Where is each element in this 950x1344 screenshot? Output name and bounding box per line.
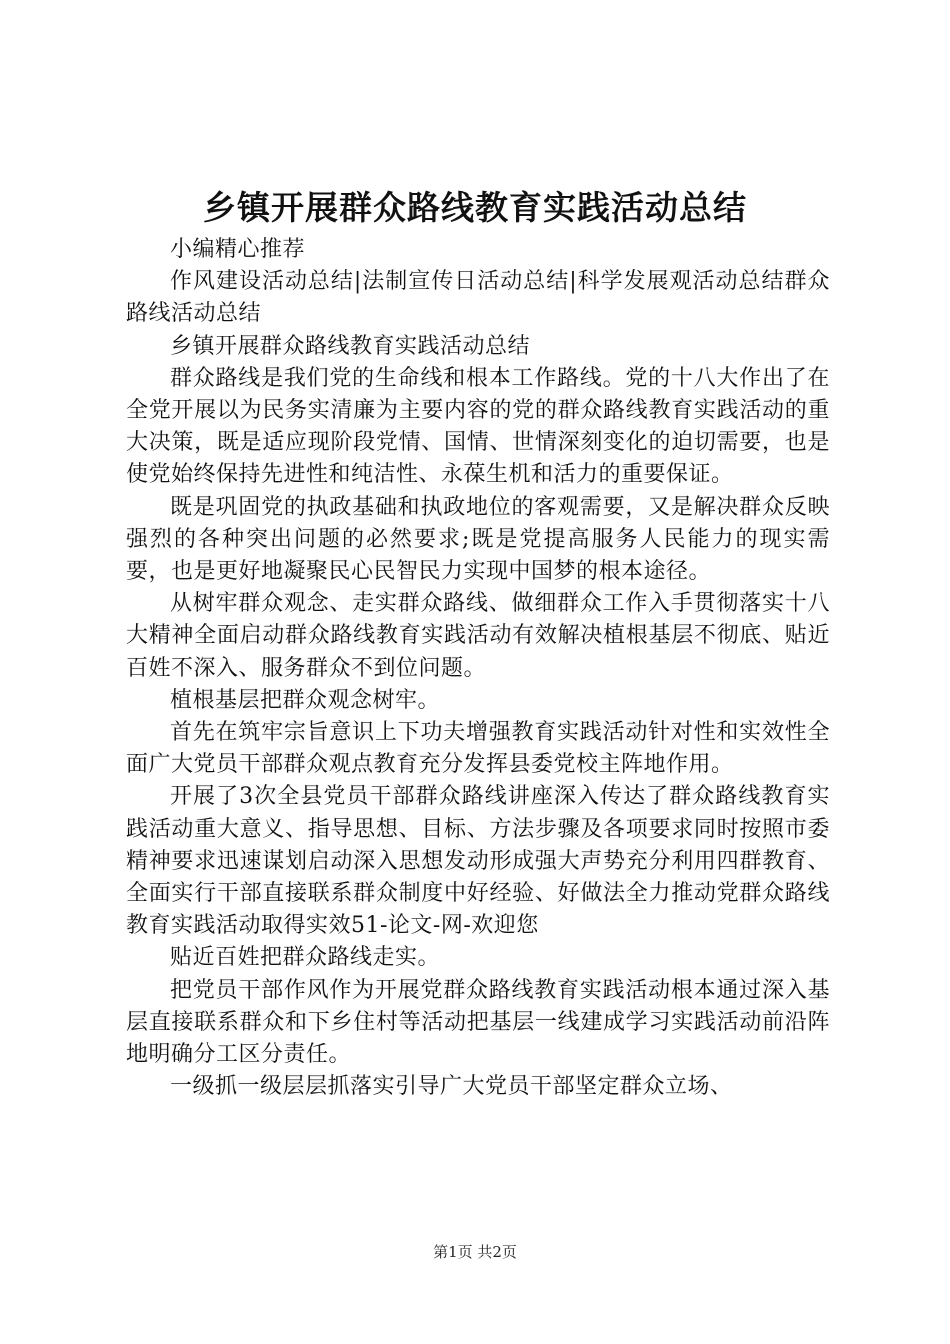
paragraph-body: 一级抓一级层层抓落实引导广大党员干部坚定群众立场、 <box>170 1074 733 1100</box>
paragraph-section-heading: 植根基层把群众观念树牢。 <box>170 687 441 713</box>
paragraph-recommend: 小编精心推荐 <box>170 237 306 262</box>
paragraph-related-links: 作风建设活动总结|法制宣传日活动总结|科学发展观活动总结群众路线活动总结 <box>126 269 830 327</box>
paragraph-body: 群众路线是我们党的生命线和根本工作路线。党的十八大作出了在全党开展以为民务实清廉为主要内容的党的群众路线教育实践活动的重大决策，既是适应现阶段党情、国情、世情深刻变化的迫切需要，也是使党始终保持先进性和纯洁性、永葆生机和活力的重要保证。 <box>126 365 830 488</box>
paragraph-subtitle: 乡镇开展群众路线教育实践活动总结 <box>170 333 531 359</box>
paragraph-body: 既是巩固党的执政基础和执政地位的客观需要，又是解决群众反映强烈的各种突出问题的必然要求;既是党提高服务人民能力的现实需要，也是更好地凝聚民心民智民力实现中国梦的根本途径。 <box>126 494 830 585</box>
document-body <box>126 234 830 1103</box>
paragraph-body: 开展了3次全县党员干部群众路线讲座深入传达了群众路线教育实践活动重大意义、指导思想、目标、方法步骤及各项要求同时按照市委精神要求迅速谋划启动深入思想发动形成强大声势充分利用四群教育、全面实行干部直接联系群众制度中好经验、好做法全力推动党群众路线教育实践活动取得实效51-论文-网-欢迎您 <box>126 784 830 939</box>
paragraph-section-heading: 贴近百姓把群众路线走实。 <box>170 945 441 971</box>
page-number-footer: 第1页 共2页 <box>433 1243 517 1261</box>
paragraph-body: 首先在筑牢宗旨意识上下功夫增强教育实践活动针对性和实效性全面广大党员干部群众观点教育充分发挥县委党校主阵地作用。 <box>126 720 830 778</box>
paragraph-body: 把党员干部作风作为开展党群众路线教育实践活动根本通过深入基层直接联系群众和下乡住村等活动把基层一线建成学习实践活动前沿阵地明确分工区分责任。 <box>126 977 830 1068</box>
paragraph-body: 从树牢群众观念、走实群众路线、做细群众工作入手贯彻落实十八大精神全面启动群众路线教育实践活动有效解决植根基层不彻底、贴近百姓不深入、服务群众不到位问题。 <box>126 591 830 681</box>
document-title: 乡镇开展群众路线教育实践活动总结 <box>203 188 747 227</box>
